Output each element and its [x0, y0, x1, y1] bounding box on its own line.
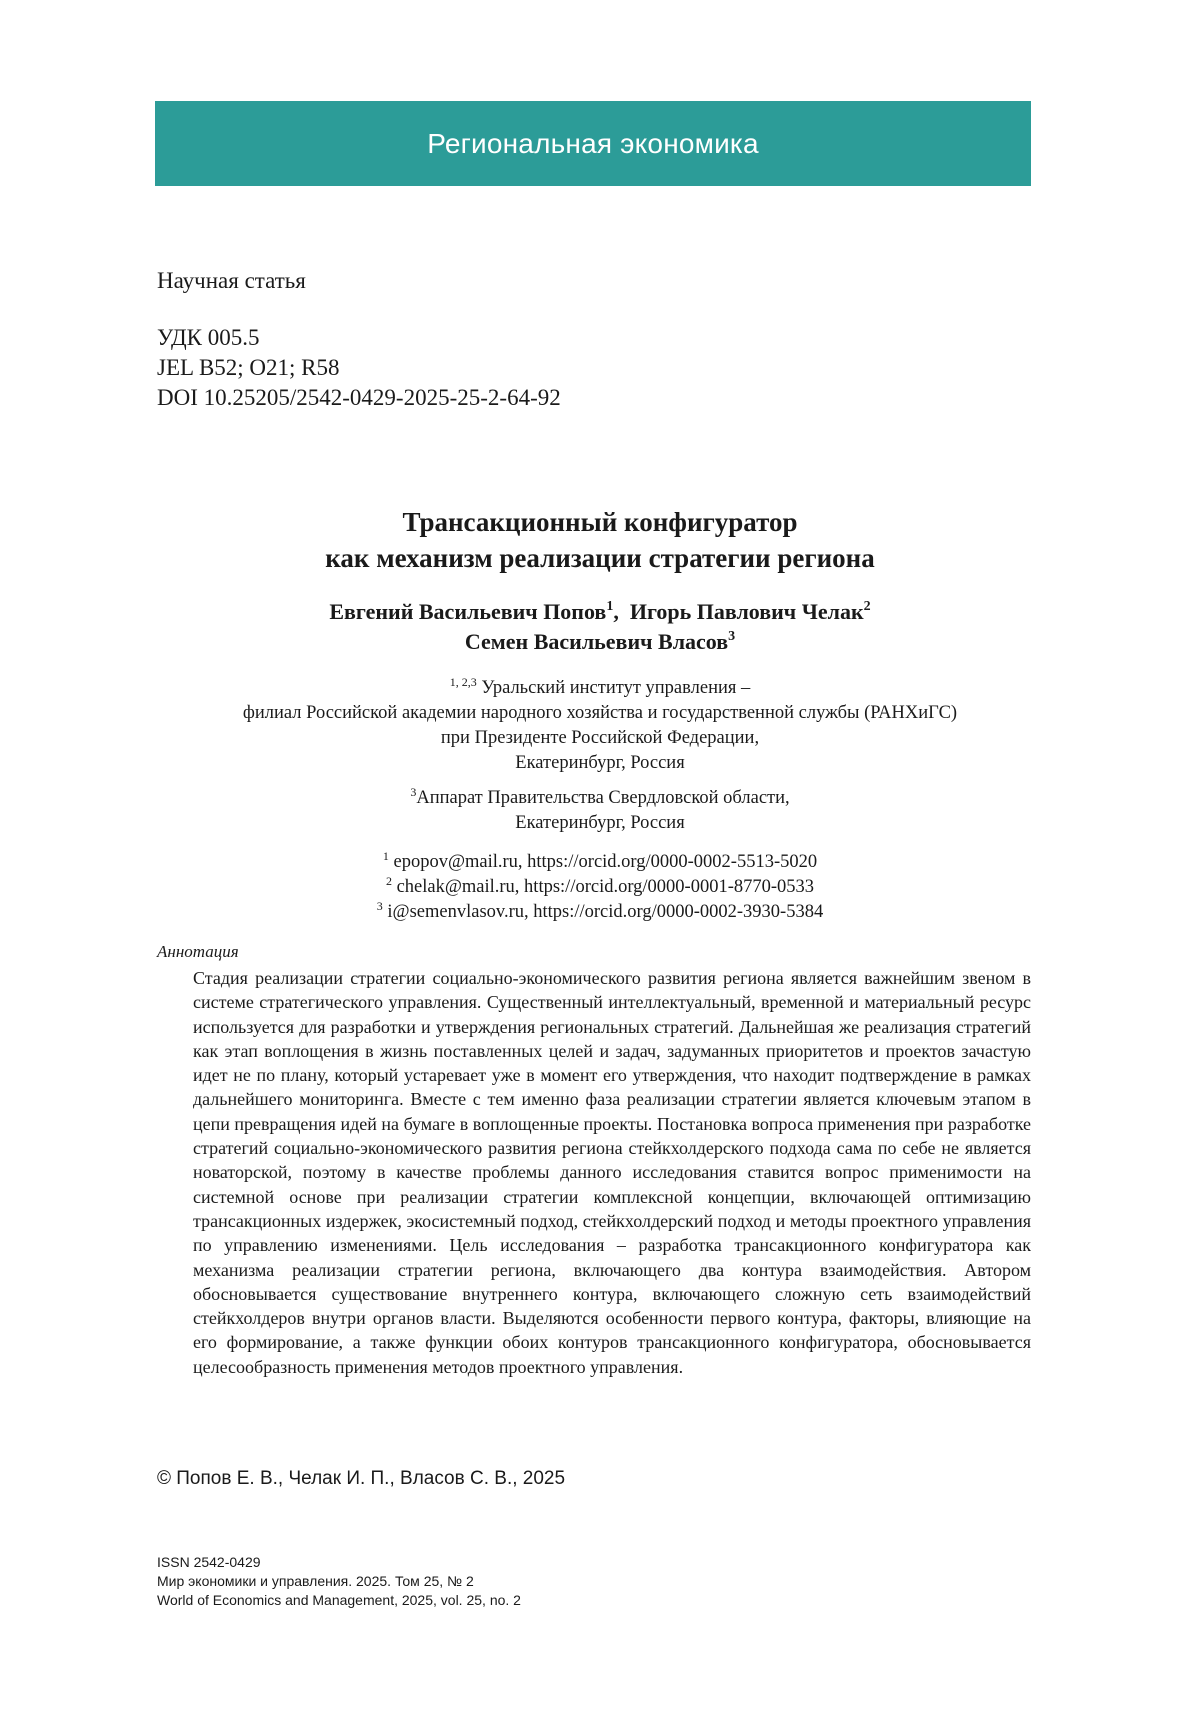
section-banner [155, 101, 1031, 186]
author-name: Игорь Павлович Челак [629, 599, 864, 624]
author-contacts [0, 850, 1200, 925]
udk-code: УДК 005.5 [157, 325, 260, 350]
journal-ru: Мир экономики и управления. 2025. Том 25, № 2 [157, 1573, 474, 1589]
classification-codes [157, 323, 561, 413]
journal-footer [157, 1553, 521, 1610]
issn: ISSN 2542-0429 [157, 1554, 261, 1570]
copyright: © Попов Е. В., Челак И. П., Власов С. В., 2025 [157, 1468, 566, 1489]
affiliation-1 [0, 676, 1200, 776]
contact-text[interactable]: chelak@mail.ru, https://orcid.org/0000-0001-8770-0533 [396, 877, 815, 897]
contact-line [0, 850, 1200, 875]
affiliation-mark: 3 [410, 785, 417, 799]
title-line-2: как механизм реализации стратегии региона [325, 543, 875, 573]
contact-text[interactable]: i@semenvlasov.ru, https://orcid.org/0000-0002-3930-5384 [387, 902, 824, 922]
contact-line [0, 900, 1200, 925]
affiliation-line: Аппарат Правительства Свердловской области, [416, 788, 790, 808]
section-title: Региональная экономика [427, 127, 759, 159]
contact-text[interactable]: epopov@mail.ru, https://orcid.org/0000-0002-5513-5020 [393, 852, 818, 872]
contact-mark: 3 [376, 899, 383, 913]
affiliation-line: при Президенте Российской Федерации, [440, 728, 760, 748]
author-name: Семен Васильевич Власов [464, 629, 729, 654]
doi[interactable]: DOI 10.25205/2542-0429-2025-25-2-64-92 [157, 385, 561, 410]
affiliation-line: филиал Российской академии народного хозяйства и государственной службы (РАНХиГС) [242, 703, 958, 723]
author-name: Евгений Васильевич Попов [329, 599, 607, 624]
contact-mark: 1 [382, 849, 389, 863]
affiliation-2 [0, 786, 1200, 836]
contact-mark: 2 [385, 874, 392, 888]
affiliation-city: Екатеринбург, Россия [515, 753, 685, 773]
journal-en: World of Economics and Management, 2025, vol. 25, no. 2 [157, 1592, 521, 1608]
contact-line [0, 875, 1200, 900]
jel-code: JEL B52; O21; R58 [157, 355, 340, 380]
author-list: Евгений Васильевич Попов$^1$, Игорь Павлович Челак$^2$ Семен Васильевич Власов$^3$ [329, 599, 871, 654]
affiliation-city: Екатеринбург, Россия [515, 813, 685, 833]
author-mark: 3 [728, 629, 736, 644]
article-type: Научная статья [157, 268, 306, 293]
article-title [0, 504, 1200, 576]
affiliation-line: Уральский институт управления – [481, 678, 751, 698]
author-mark: 2 [863, 599, 871, 614]
annotation-label: Аннотация [157, 942, 239, 961]
author-mark: 1 [606, 599, 614, 614]
affiliation-mark: 1, 2,3 [449, 675, 477, 689]
title-line-1: Трансакционный конфигуратор [402, 507, 798, 537]
annotation-text: Стадия реализации стратегии социально-экономического развития региона является важнейшим звеном в системе стратегического управления. Существенный интеллектуальный, временной и материальный ресурс используется для разработки и утверждения региональных стратегий. Дальнейшая же реализация стратегий как этап воплощения в жизнь поставленных целей и задач, задуманных приоритетов и проектов зачастую идет не по плану, который устаревает уже в момент его утверждения, что находит подтверждение в рамках дальнейшего мониторинга. Вместе с тем именно фаза реализации стратегии является ключевым этапом в цепи превращения идей на бумаге в воплощенные проекты. Постановка вопроса применения при разработке стратегий социально-экономического развития региона стейкхолдерского подхода сама по себе не является новаторской, поэтому в качестве проблемы данного исследования ставится вопрос применимости на системной основе при реализации стратегии комплексной концепции, включающей оптимизацию трансакционных издержек, экосистемный подход, стейкхолдерский подход и методы проектного управления по управлению изменениями. Цель исследования – разработка трансакционного конфигуратора как механизма реализации стратегии региона, включающего два контура взаимодействия. Автором обосновывается существование внутреннего контура, включающего сложную сеть взаимодействий стейкхолдеров внутри органов власти. Выделяются особенности первого контура, факторы, влияющие на его формирование, а также функции обоих контуров трансакционного конфигуратора, обосновывается целесообразность применения методов проектного управления. [193, 968, 1031, 1377]
